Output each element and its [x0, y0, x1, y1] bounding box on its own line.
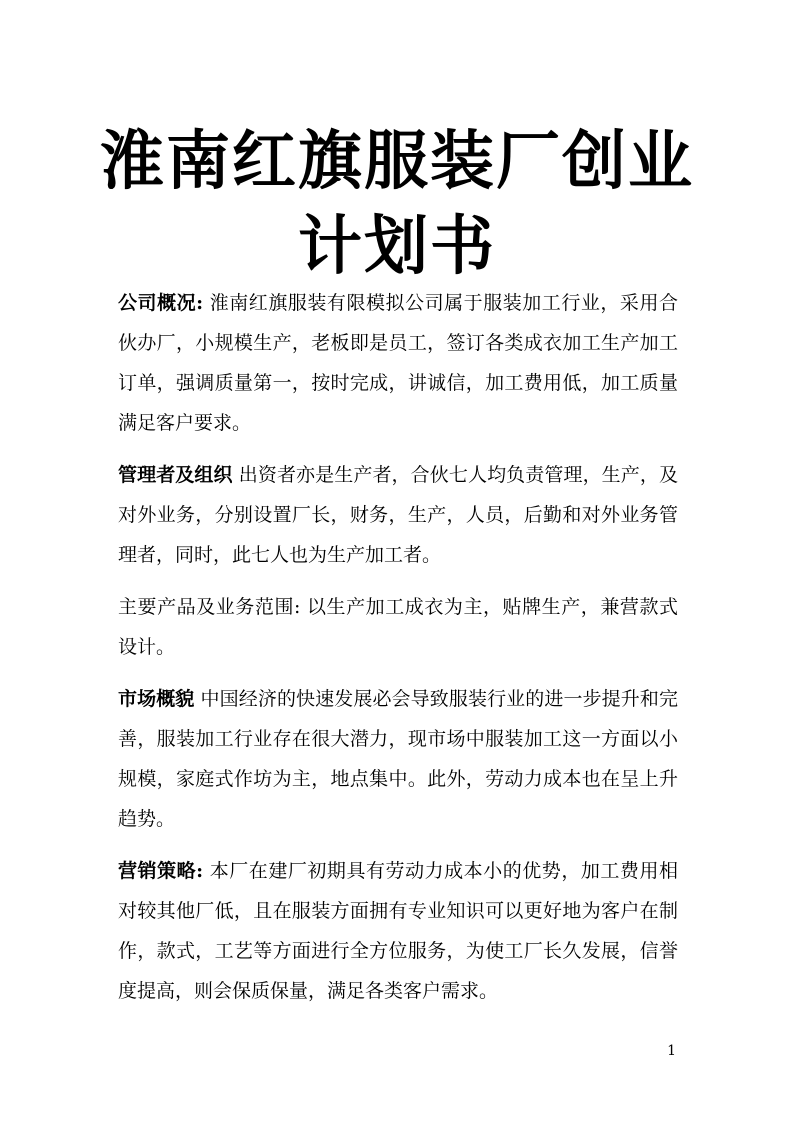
paragraph-marketing [118, 851, 678, 1011]
section-text: 出资者亦是生产者，合伙七人均负责管理，生产，及对外业务，分别设置厂长，财务，生产，人员，后勤和对外业务管理者，同时，此七人也为生产加工者。 [118, 464, 678, 566]
document-body [118, 283, 678, 1023]
section-text: 中国经济的快速发展必会导致服装行业的进一步提升和完善，服装加工行业存在很大潜力，现市场中服装加工这一方面以小规模，家庭式作坊为主，地点集中。此外，劳动力成本也在呈上升趋势。 [118, 688, 678, 830]
document-title-line-1: 淮南红旗服装厂创业 [100, 125, 694, 199]
section-label: 管理者及组织 [118, 464, 233, 486]
section-text: 淮南红旗服装有限模拟公司属于服装加工行业，采用合伙办厂，小规模生产，老板即是员工，签订各类成衣加工生产加工订单，强调质量第一，按时完成，讲诚信，加工费用低，加工质量满足客户要求。 [118, 292, 679, 434]
paragraph-market [118, 679, 678, 839]
paragraph-products [118, 587, 678, 667]
section-text: 本厂在建厂初期具有劳动力成本小的优势，加工费用相对较其他厂低，且在服装方面拥有专业知识可以更好地为客户在制作，款式，工艺等方面进行全方位服务，为使工厂长久发展，信誉度提高，则会保质保量，满足各类客户需求。 [118, 860, 679, 1002]
page-number: 1 [667, 1043, 676, 1059]
document-title-line-2: 计划书 [298, 210, 496, 284]
section-text: 以生产加工成衣为主，贴牌生产，兼营款式设计。 [118, 596, 678, 658]
section-label: 营销策略: [118, 860, 204, 882]
section-label: 公司概况: [118, 292, 204, 314]
paragraph-company-overview [118, 283, 678, 443]
section-label: 市场概貌 [118, 688, 195, 710]
paragraph-management [118, 455, 678, 575]
section-label: 主要产品及业务范围: [118, 596, 301, 618]
